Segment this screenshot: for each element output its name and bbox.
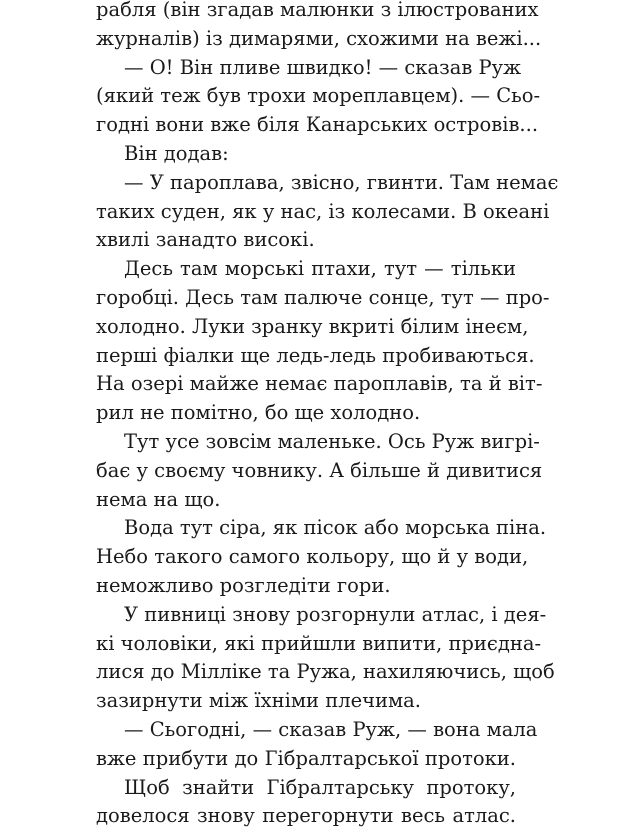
text-line: журналів) із димарями, схожими на вежі... bbox=[96, 26, 542, 50]
text-line: (який теж був трохи мореплавцем). — Сьо- bbox=[96, 84, 541, 108]
text-line: таких суден, як у нас, із колесами. В океані bbox=[96, 199, 550, 223]
text-line: Десь там морські птахи, тут — тільки bbox=[124, 257, 516, 281]
text-line: — О! Він пливе швидко! — сказав Руж bbox=[124, 55, 522, 79]
text-line: Тут усе зовсім маленьке. Ось Руж вигрі- bbox=[124, 429, 540, 453]
text-line: — У пароплава, звісно, гвинти. Там немає bbox=[124, 170, 559, 194]
text-line: лися до Мілліке та Ружа, нахиляючись, щоб bbox=[96, 660, 555, 684]
text-line: Небо такого самого кольору, що й у води, bbox=[96, 545, 529, 569]
page-body-text bbox=[96, 0, 559, 831]
text-line: хвилі занадто високі. bbox=[96, 228, 315, 252]
text-line: неможливо розгледіти гори. bbox=[96, 573, 391, 597]
text-line: горобці. Десь там палюче сонце, тут — про- bbox=[96, 285, 550, 309]
text-line: Щоб знайти Гібралтарську протоку, bbox=[124, 775, 516, 799]
text-line: бає у своєму човнику. А більше й дивитися bbox=[96, 458, 543, 482]
text-line: рабля (він згадав малюнки з ілюстрованих bbox=[96, 0, 539, 21]
text-line: Вода тут сіра, як пісок або морська піна. bbox=[124, 516, 547, 540]
text-line: нема на що. bbox=[96, 487, 221, 511]
text-line: Він додав: bbox=[124, 141, 229, 165]
text-line: кі чоловіки, які прийшли випити, приєдна- bbox=[96, 631, 542, 655]
text-line: холодно. Луки зранку вкриті білим інеєм, bbox=[96, 314, 529, 338]
text-line: перші фіалки ще ледь-ледь пробиваються. bbox=[96, 343, 535, 367]
text-line: — Сьогодні, — сказав Руж, — вона мала bbox=[124, 717, 538, 741]
text-line: вже прибути до Гібралтарської протоки. bbox=[96, 746, 516, 770]
text-line: довелося знову перегорнути весь атлас. bbox=[96, 804, 516, 828]
text-line: На озері майже немає пароплавів, та й віт- bbox=[96, 372, 543, 396]
text-line: У пивниці знову розгорнули атлас, і дея- bbox=[124, 602, 547, 626]
text-line: рил не помітно, бо ще холодно. bbox=[96, 401, 421, 425]
text-line: зазирнути між їхніми плечима. bbox=[96, 689, 422, 713]
text-line: годні вони вже біля Канарських островів... bbox=[96, 113, 539, 137]
